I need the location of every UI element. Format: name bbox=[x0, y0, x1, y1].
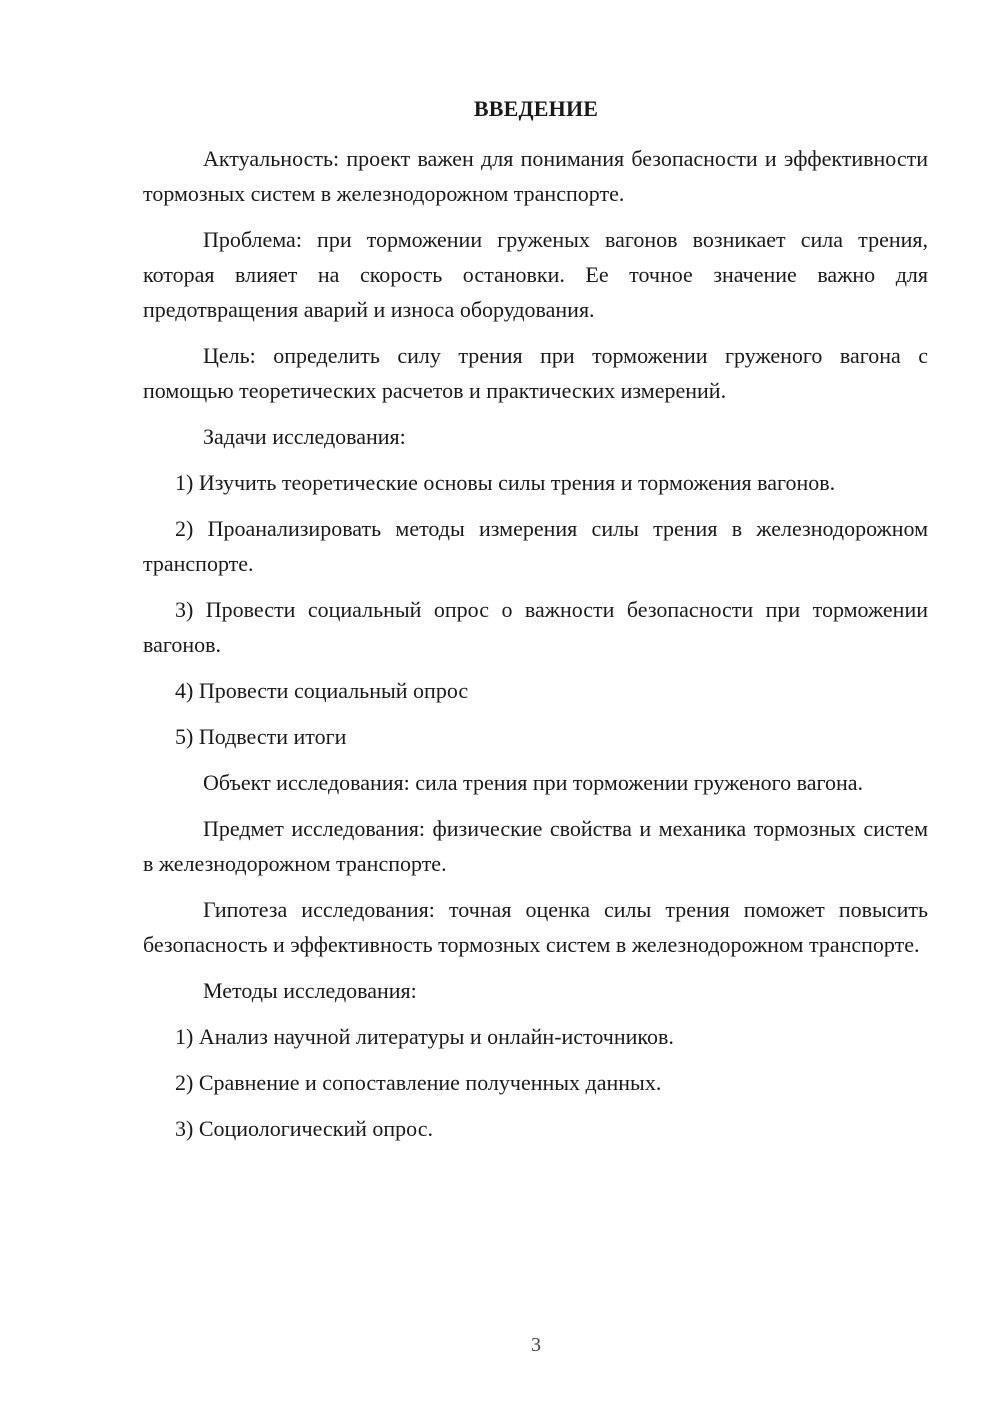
list-item-task-1: 1) Изучить теоретические основы силы трения и торможения вагонов. bbox=[175, 470, 836, 495]
paragraph-tasks-heading: Задачи исследования: bbox=[203, 424, 406, 449]
paragraph-hypothesis: Гипотеза исследования: точная оценка силы трения поможет повысить безопасность и эффективность тормозных систем в железнодорожном транспорте. bbox=[143, 897, 928, 957]
list-item-method-3: 3) Социологический опрос. bbox=[175, 1116, 433, 1141]
paragraph-methods-heading: Методы исследования: bbox=[203, 978, 417, 1003]
paragraph-problem: Проблема: при торможении груженых вагонов возникает сила трения, которая влияет на скорость остановки. Ее точное значение важно для предотвращения аварий и износа оборудования. bbox=[143, 227, 928, 322]
section-heading: ВВЕДЕНИЕ bbox=[473, 96, 599, 121]
list-item-task-5: 5) Подвести итоги bbox=[175, 724, 347, 749]
list-item-task-4: 4) Провести социальный опрос bbox=[175, 678, 469, 703]
paragraph-relevance: Актуальность: проект важен для понимания безопасности и эффективности тормозных систем в железнодорожном транспорте. bbox=[143, 146, 928, 206]
list-item-method-2: 2) Сравнение и сопоставление полученных данных. bbox=[175, 1070, 662, 1095]
paragraph-subject: Предмет исследования: физические свойства и механика тормозных систем в железнодорожном транспорте. bbox=[143, 816, 928, 876]
paragraph-goal: Цель: определить силу трения при торможении груженого вагона с помощью теоретических расчетов и практических измерений. bbox=[143, 343, 928, 403]
paragraph-object: Объект исследования: сила трения при торможении груженого вагона. bbox=[203, 770, 864, 795]
list-item-task-3: 3) Провести социальный опрос о важности безопасности при торможении вагонов. bbox=[143, 597, 928, 657]
list-item-task-2: 2) Проанализировать методы измерения силы трения в железнодорожном транспорте. bbox=[143, 516, 928, 576]
page-number: 3 bbox=[531, 1334, 541, 1356]
document-body bbox=[143, 141, 928, 1157]
list-item-method-1: 1) Анализ научной литературы и онлайн-источников. bbox=[175, 1024, 674, 1049]
